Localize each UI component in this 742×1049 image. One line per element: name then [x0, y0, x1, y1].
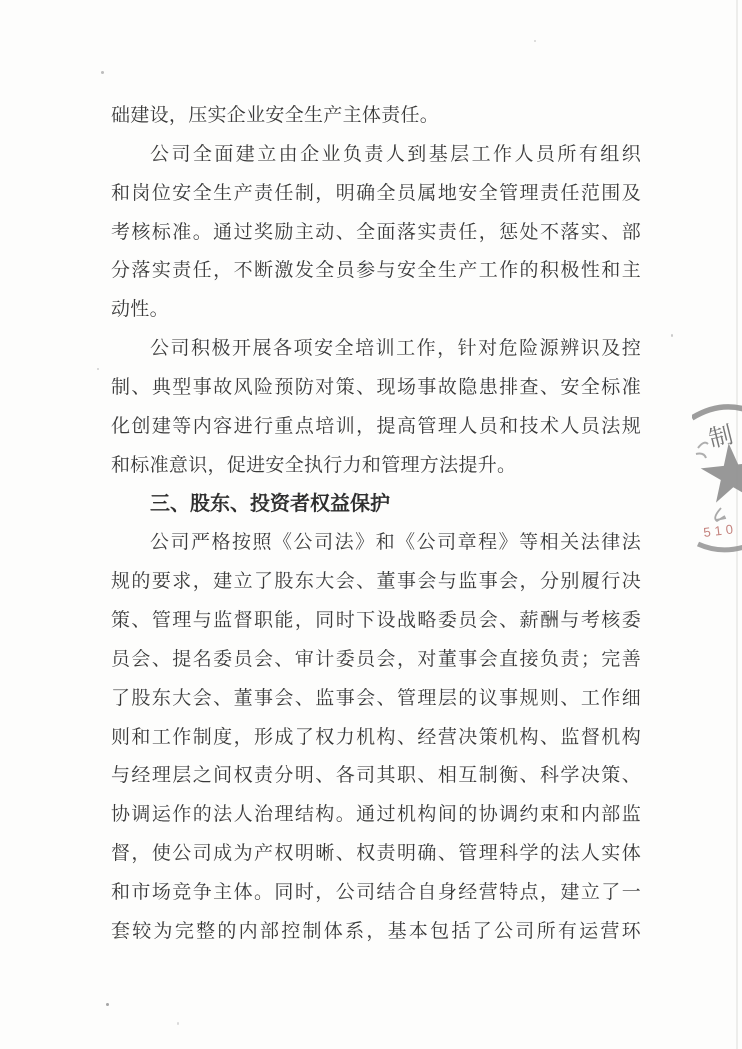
- scan-speckle: [106, 1003, 109, 1006]
- text-line: 化创建等内容进行重点培训，提高管理人员和技术人员法规: [111, 415, 641, 437]
- text-line: 和市场竞争主体。同时，公司结合自身经营特点，建立了一: [111, 881, 641, 903]
- section-heading: 三、股东、投资者权益保护: [150, 493, 390, 516]
- seal-arc-bottom: [698, 544, 742, 550]
- partial-seal-stamp: [692, 396, 742, 556]
- document-body: [111, 97, 641, 952]
- seal-character: 制: [706, 422, 736, 454]
- scan-speckle: [97, 368, 99, 370]
- text-line: 公司全面建立由企业负责人到基层工作人员所有组织: [150, 143, 641, 165]
- text-line: 制、典型事故风险预防对策、现场事故隐患排查、安全标准: [111, 376, 641, 398]
- seal-arc-top: [692, 407, 742, 418]
- text-line: 动性。: [111, 299, 169, 321]
- text-line: 础建设，压实企业安全生产主体责任。: [111, 105, 440, 126]
- text-line: 和岗位安全生产责任制，明确全员属地安全管理责任范围及: [111, 182, 641, 204]
- text-line: 了股东大会、董事会、监事会、管理层的议事规则、工作细: [111, 687, 641, 709]
- text-line: 与经理层之间权责分明、各司其职、相互制衡、科学决策、: [111, 765, 641, 787]
- text-line: 公司积极开展各项安全培训工作，针对危险源辨识及控: [150, 338, 641, 360]
- seal-partial-strokes: [696, 443, 708, 458]
- seal-number: 510: [702, 520, 738, 540]
- scan-speckle: [534, 40, 536, 42]
- text-line: 规的要求，建立了股东大会、董事会与监事会，分别履行决: [111, 571, 641, 593]
- text-line: 员会、提名委员会、审计委员会，对董事会直接负责；完善: [111, 648, 641, 670]
- scan-speckle: [671, 334, 673, 337]
- text-line: 督，使公司成为产权明晰、权责明确、管理科学的法人实体: [111, 843, 641, 865]
- text-line: 策、管理与监督职能，同时下设战略委员会、薪酬与考核委: [111, 609, 641, 631]
- text-line: 考核标准。通过奖励主动、全面落实责任，惩处不落实、部: [111, 221, 641, 243]
- handwritten-mark: [715, 508, 726, 521]
- scan-speckle: [101, 71, 104, 74]
- text-line: 则和工作制度，形成了权力机构、经营决策机构、监督机构: [111, 726, 641, 748]
- text-line: 协调运作的法人治理结构。通过机构间的协调约束和内部监: [111, 804, 641, 826]
- text-line: 套较为完整的内部控制体系，基本包括了公司所有运营环: [111, 920, 641, 942]
- scan-speckle: [177, 1022, 179, 1025]
- text-line: 和标准意识，促进安全执行力和管理方法提升。: [111, 454, 517, 476]
- text-line: 分落实责任，不断激发全员参与安全生产工作的积极性和主: [111, 260, 641, 282]
- text-line: 公司严格按照《公司法》和《公司章程》等相关法律法: [150, 532, 641, 554]
